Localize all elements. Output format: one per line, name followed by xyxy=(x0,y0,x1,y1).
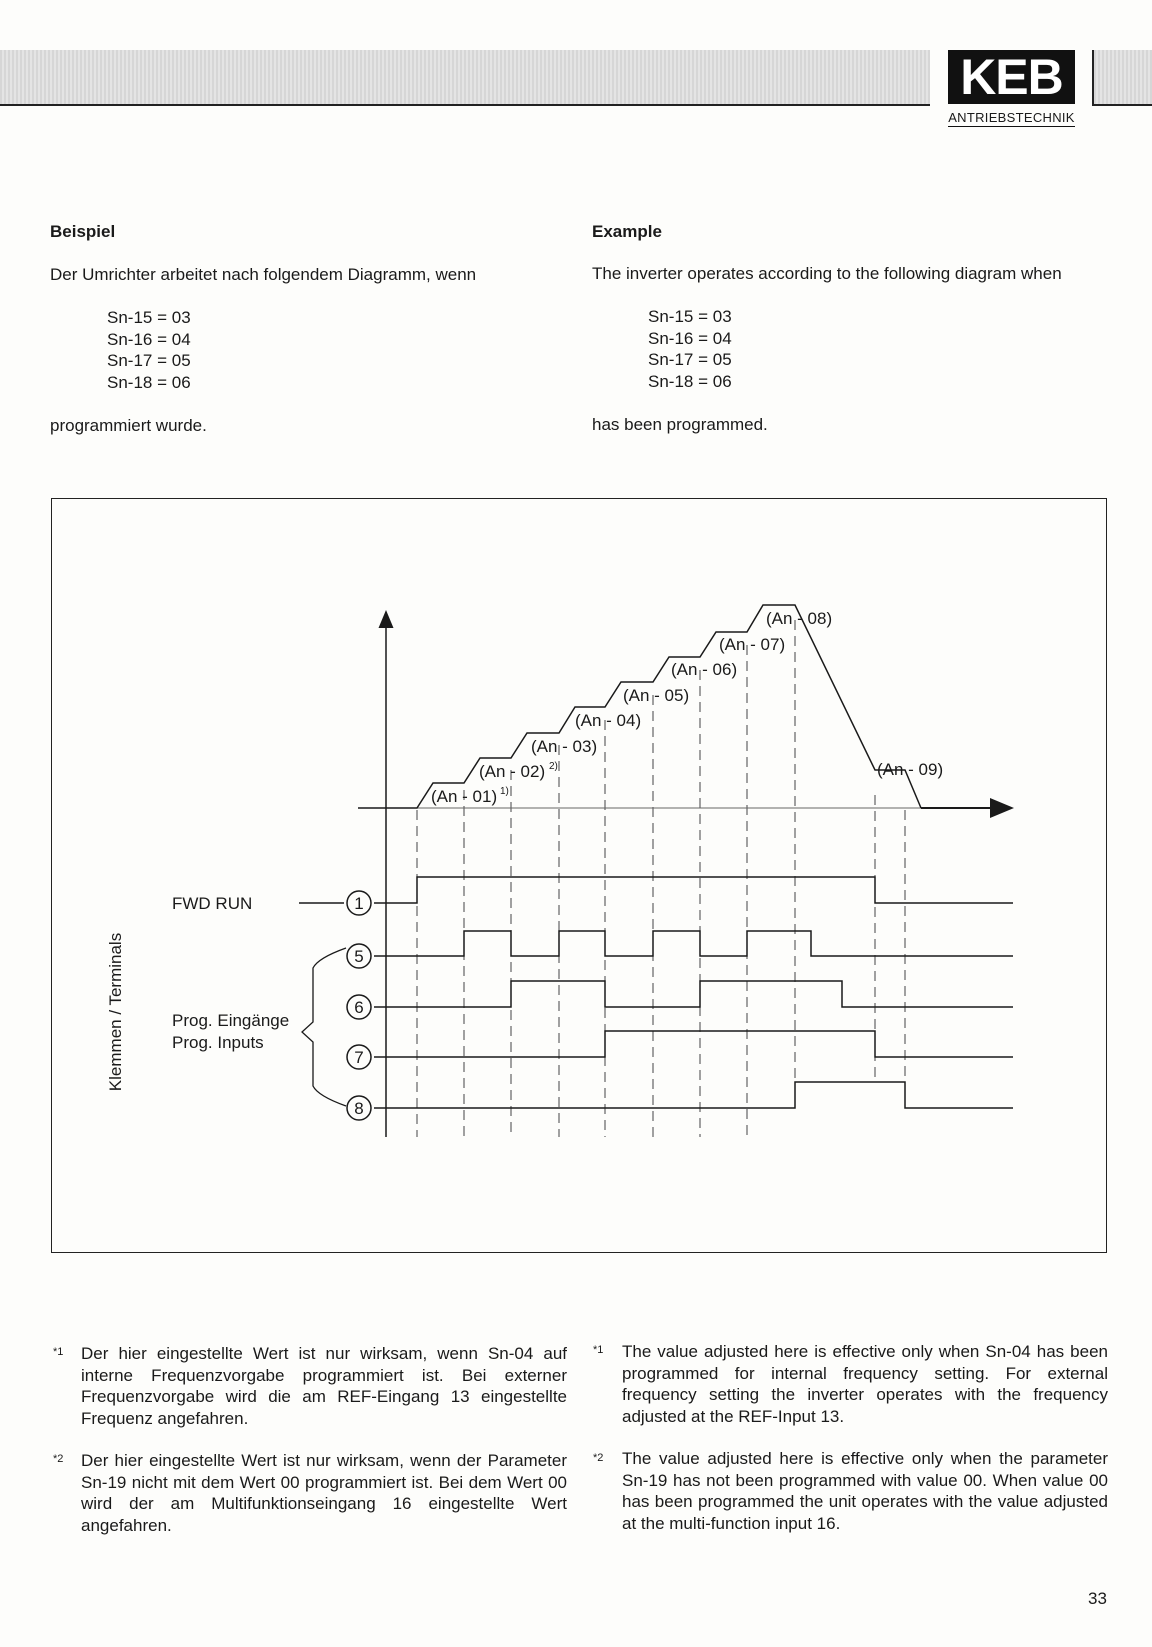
terminal-markers xyxy=(347,891,371,1120)
english-heading: Example xyxy=(592,222,662,241)
frequency-profile xyxy=(358,605,921,808)
trace-terminal-5 xyxy=(374,931,1013,956)
step-label: (An - 09) xyxy=(877,760,944,779)
german-intro: Der Umrichter arbeitet nach folgendem Diagramm, wenn xyxy=(50,265,477,284)
prog-inputs-label-en: Prog. Inputs xyxy=(172,1033,264,1052)
terminal-traces xyxy=(374,877,1013,1108)
terminal-marker xyxy=(347,1045,371,1069)
terminal-number: 7 xyxy=(354,1048,364,1067)
english-outro: has been programmed. xyxy=(592,415,768,434)
footnote-ref-2: 2) xyxy=(549,761,558,772)
english-param: Sn-18 = 06 xyxy=(648,371,732,391)
logo-subtitle: ANTRIEBSTECHNIK xyxy=(948,110,1075,125)
terminal-marker xyxy=(347,891,371,915)
german-param: Sn-16 = 04 xyxy=(107,329,191,349)
fwd-run-label: FWD RUN xyxy=(172,894,253,913)
footnote-german-2: Der hier eingestellte Wert ist nur wirksam, wenn der Parameter Sn-19 nicht mit dem Wert 00 programmiert ist. Bei dem Wert 00 wird der am Multifunktionseingang 16 eingestellte Wert angefahren. xyxy=(81,1451,567,1535)
terminal-marker xyxy=(347,1096,371,1120)
step-label: (An - 04) xyxy=(575,711,642,730)
prog-inputs-label-de: Prog. Eingänge xyxy=(172,1011,290,1030)
step-label: (An - 07) xyxy=(719,635,786,654)
terminal-marker xyxy=(347,995,371,1019)
step-label: (An - 01) xyxy=(431,787,498,806)
step-label: (An - 05) xyxy=(623,686,690,705)
english-param: Sn-17 = 05 xyxy=(648,350,732,369)
english-param: Sn-16 = 04 xyxy=(648,328,732,348)
page-number: 33 xyxy=(1088,1589,1107,1608)
step-labels xyxy=(431,609,943,806)
step-label: (An - 03) xyxy=(531,737,598,756)
footnote-mark: *2 xyxy=(53,1453,64,1465)
step-label: (An - 06) xyxy=(671,660,738,679)
footnote-german-1: Der hier eingestellte Wert ist nur wirksam, wenn Sn-04 auf interne Frequenzvorgabe programmiert ist. Bei externer Frequenzvorgabe wird die am REF-Eingang 13 eingestellte Frequenz angefahren. xyxy=(81,1344,567,1428)
german-heading: Beispiel xyxy=(50,222,116,241)
english-param: Sn-15 = 03 xyxy=(648,307,732,326)
german-param: Sn-17 = 05 xyxy=(107,351,191,370)
english-intro: The inverter operates according to the following diagram when xyxy=(592,264,1062,283)
footnote-ref-1: 1) xyxy=(500,786,509,797)
step-label: (An - 02) xyxy=(479,762,546,781)
trace-terminal-7 xyxy=(374,1031,1013,1057)
german-param: Sn-15 = 03 xyxy=(107,308,191,327)
step-label: (An - 08) xyxy=(766,609,833,628)
terminal-marker xyxy=(347,944,371,968)
trace-terminal-8 xyxy=(374,1082,1013,1108)
terminal-number: 8 xyxy=(354,1099,364,1118)
terminals-axis-label: Klemmen / Terminals xyxy=(106,932,125,1092)
footnote-english-1: The value adjusted here is effective only when Sn-04 has been programmed for internal frequency setting. For external frequency setting the inverter operates with the frequency adjusted at the REF-Input 13. xyxy=(622,1342,1108,1426)
terminal-number: 1 xyxy=(354,894,364,913)
terminal-number: 6 xyxy=(354,998,364,1017)
footnote-english-2: The value adjusted here is effective only when the parameter Sn-19 has not been programmed with value 00. When value 00 has been programmed the unit operates with the value adjusted at the multi-function input 16. xyxy=(622,1449,1108,1533)
terminal-number: 5 xyxy=(354,947,364,966)
prog-inputs-brace xyxy=(302,948,346,1106)
trace-terminal-6 xyxy=(374,981,1013,1007)
keb-logo: KEB xyxy=(948,50,1075,104)
footnote-mark: *1 xyxy=(53,1346,64,1358)
german-outro: programmiert wurde. xyxy=(50,416,207,435)
footnote-mark: *1 xyxy=(593,1344,604,1356)
german-param: Sn-18 = 06 xyxy=(107,372,191,392)
trace-fwd-run xyxy=(374,877,1013,903)
footnote-mark: *2 xyxy=(593,1452,604,1464)
